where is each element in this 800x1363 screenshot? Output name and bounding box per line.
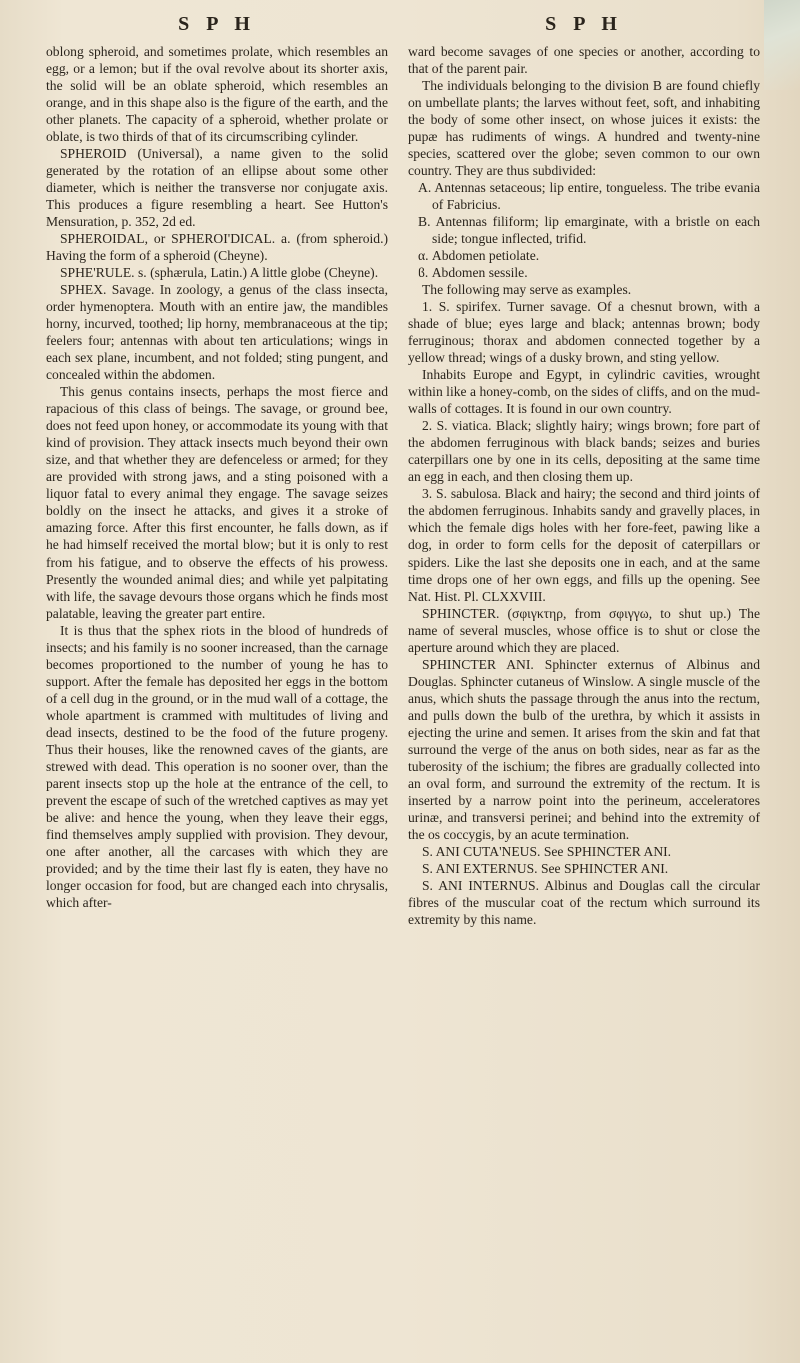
subdivision-alpha: α. Abdomen petiolate. — [418, 248, 540, 264]
left-column — [46, 12, 388, 911]
entry-s-ani-externus: S. ANI EXTERNUS. See SPHINCTER ANI. — [422, 860, 669, 876]
entry-sphincter-ani: SPHINCTER ANI. Sphincter externus of Albinus and Douglas. Sphincter cutaneus of Winslow. A single muscle of the anus, which shuts the passage through the anus into the rectum, and pulls down the bulb of the urethra, by which it assists in ejecting the urine and semen. It arises from the skin and fat that surround the verge of the anus on both sides, near as far as the tuberosity of the ischium; the fibres are gradually collected into an oval form, and surround the extremity of the rectum. It is inserted by a narrow point into the perineum, acceleratores urinæ, and transversi perinei; and behind into the extremity of the os coccygis, by an acute termination. — [408, 656, 760, 842]
running-header-right: S P H — [545, 13, 623, 35]
species-viatica: 2. S. viatica. Black; slightly hairy; wings brown; fore part of the abdomen ferruginous with black bands; seizes and buries caterpillars one by one in its cells, depositing at the same time an egg in each, and then closing them up. — [408, 418, 760, 485]
right-column — [408, 12, 760, 928]
subdivision-beta: ϐ. Abdomen sessile. — [418, 265, 528, 281]
paragraph-examples-intro: The following may serve as examples. — [422, 282, 632, 298]
entry-s-ani-internus: S. ANI INTERNUS. Albinus and Douglas call the circular fibres of the muscular coat of the rectum which surround its extremity by this name. — [408, 877, 760, 927]
paragraph-oblong-spheroid: oblong spheroid, and sometimes prolate, which resembles an egg, or a lemon; but if the oval revolve about its shorter axis, the solid will be an oblate spheroid, which resembles an orange, and in this shape also is the figure of the earth, and the other planets. The capacity of a spheroid, whether prolate or oblate, is two thirds of that of its circumscribing cylinder. — [46, 44, 388, 145]
entry-spheroidal: SPHEROIDAL, or SPHEROI'DICAL. a. (from spheroid.) Having the form of a spheroid (Cheyne). — [46, 231, 388, 264]
paragraph-continuation: ward become savages of one species or another, according to that of the parent pair. — [408, 44, 760, 77]
subdivision-a: A. Antennas setaceous; lip entire, tongueless. The tribe evania of Fabricius. — [418, 180, 760, 213]
entry-spherule: SPHE'RULE. s. (sphærula, Latin.) A little globe (Cheyne). — [60, 265, 379, 281]
subdivision-b: B. Antennas filiform; lip emarginate, with a bristle on each side; tongue inflected, trifid. — [418, 214, 760, 247]
entry-sphex: SPHEX. Savage. In zoology, a genus of the class insecta, order hymenoptera. Mouth with an entire jaw, the mandibles horny, incurved, toothed; lip horny, membranaceous at the tip; feelers four; antennas with about ten articulations; wings in each sex plane, incumbent, and not folded; sting pungent, and concealed within the abdomen. — [46, 282, 388, 383]
paragraph-division-b: The individuals belonging to the division B are found chiefly on umbellate plants; the larves without feet, soft, and inhabiting the body of some other insect, on whose juices it exists: the pupæ has rudiments of wings. A hundred and twenty-nine species, scattered over the globe; seven common to our own country. They are thus subdivided: — [408, 78, 760, 179]
species-spirifex: 1. S. spirifex. Turner savage. Of a chesnut brown, with a shade of blue; eyes large and black; antennas brown; body ferruginous; thorax and abdomen connected together by a yellow thread; wings of a dusky brown, and sting yellow. — [408, 299, 760, 366]
entry-sphincter: SPHINCTER. (σφιγκτηρ, from σφιγγω, to shut up.) The name of several muscles, whose office is to shut or close the aperture around which they are placed. — [408, 605, 760, 655]
entry-s-ani-cutaneus: S. ANI CUTA'NEUS. See SPHINCTER ANI. — [422, 843, 672, 859]
page-corner-shadow — [764, 0, 800, 90]
running-header-left: S P H — [178, 13, 256, 35]
species-sabulosa: 3. S. sabulosa. Black and hairy; the second and third joints of the abdomen ferruginous. Inhabits sandy and gravelly places, in which the female digs holes with her fore-feet, pawing like a dog, in order to form cells for the deposit of caterpillars or spiders. Like the last she deposits one in each, and at the same time drops one of her own eggs, and fills up the opening. See Nat. Hist. Pl. CLXXVIII. — [408, 486, 760, 604]
paragraph-sphex-progeny: It is thus that the sphex riots in the blood of hundreds of insects; and his family is no sooner increased, than the carnage becomes proportioned to the number of young he has to support. After the female has deposited her eggs in the bottom of a cell dug in the ground, or in the mud wall of a cottage, the whole apartment is crammed with multitudes of living and dead insects, destined to be the food of the future progeny. Thus their houses, like the renowned caves of the giants, are strewed with dead. This operation is no sooner over, than the parent insects stop up the hole at the entrance of the cell, to prevent the escape of such of the wretched captives as may yet be alive: and hence the young, when they leave their eggs, find themselves amply supplied with provision. They devour, one after another, all the carcases with which they are provided; and by the time their last fly is eaten, they have no longer occasion for food, but are changed each into chrysalis, which after- — [46, 622, 388, 910]
entry-spheroid-universal: SPHEROID (Universal), a name given to the solid generated by the rotation of an ellipse about some other diameter, which is neither the transverse nor conjugate axis. This produces a figure resembling a heart. See Hutton's Mensuration, p. 352, 2d ed. — [46, 146, 388, 230]
paragraph-spirifex-habitat: Inhabits Europe and Egypt, in cylindric cavities, wrought within like a honey-comb, on the sides of cliffs, and on the mud-walls of cottages. It is found in our own country. — [408, 367, 760, 417]
paragraph-sphex-habits: This genus contains insects, perhaps the most fierce and rapacious of this class of beings. The savage, or ground bee, does not feed upon honey, or accommodate its young with that kind of provision. They attack insects much beyond their own size, and that whether they are defenceless or armed; for they are provided with strong jaws, and a sting poisoned with a liquor fatal to every animal they engage. The savage seizes boldly on the insect he attacks, and gives it a stroke of amazing force. After this first encounter, he falls down, as if he had himself received the mortal blow; but it is only to rest from his fatigue, and to observe the effects of his prowess. Presently the wounded animal dies; and while yet palpitating with life, the savage devours those organs which he finds most palatable, leaving the greater part entire. — [46, 384, 388, 621]
